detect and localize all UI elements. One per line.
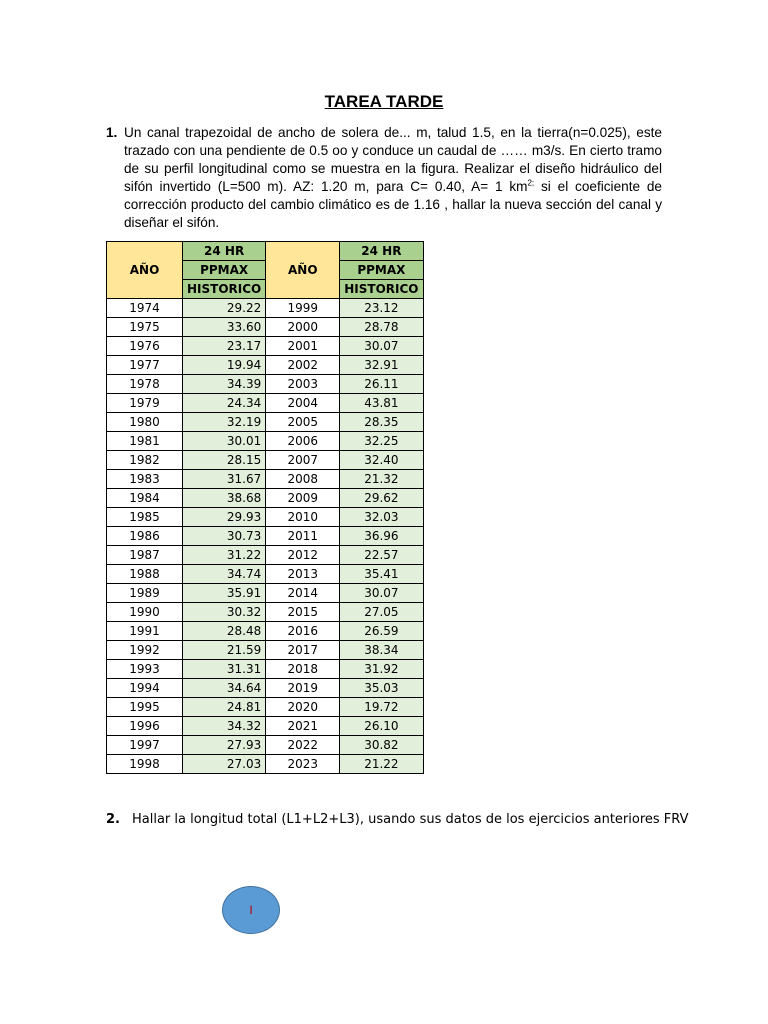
year-cell: 2013 (266, 565, 340, 584)
value-cell: 30.01 (183, 432, 266, 451)
year-cell: 1996 (107, 717, 183, 736)
value-cell: 31.92 (340, 660, 423, 679)
question-1 (106, 124, 662, 232)
year-cell: 1974 (107, 299, 183, 318)
year-cell: 2022 (266, 736, 340, 755)
year-cell: 2011 (266, 527, 340, 546)
value-cell: 26.11 (340, 375, 423, 394)
table-row (107, 356, 424, 375)
value-cell: 24.34 (183, 394, 266, 413)
value-cell: 19.72 (340, 698, 423, 717)
value-cell: 32.25 (340, 432, 423, 451)
value-cell: 26.59 (340, 622, 423, 641)
year-cell: 1997 (107, 736, 183, 755)
year-cell: 2018 (266, 660, 340, 679)
value-cell: 29.62 (340, 489, 423, 508)
table-row (107, 394, 424, 413)
year-cell: 2004 (266, 394, 340, 413)
value-cell: 21.32 (340, 470, 423, 489)
header-ano-right: AÑO (266, 242, 340, 299)
table-row (107, 318, 424, 337)
question-1-text (124, 124, 662, 232)
table-row (107, 432, 424, 451)
year-cell: 2003 (266, 375, 340, 394)
year-cell: 2008 (266, 470, 340, 489)
year-cell: 2015 (266, 603, 340, 622)
header-historico-right: HISTORICO (340, 280, 423, 299)
table-row (107, 736, 424, 755)
year-cell: 1995 (107, 698, 183, 717)
value-cell: 32.40 (340, 451, 423, 470)
question-1-number: 1. (106, 125, 118, 140)
year-cell: 1988 (107, 565, 183, 584)
question-1-text-end: si el coeficiente de corrección producto del cambio climático es de 1.16 , hallar la nueva sección del canal y diseñar el sifón. (124, 179, 662, 230)
year-cell: 2016 (266, 622, 340, 641)
question-2 (106, 812, 689, 827)
year-cell: 2012 (266, 546, 340, 565)
year-cell: 2006 (266, 432, 340, 451)
oval-shape (222, 886, 280, 934)
year-cell: 1987 (107, 546, 183, 565)
page-title: TAREA TARDE (324, 92, 444, 111)
value-cell: 23.17 (183, 337, 266, 356)
oval-label: I (249, 903, 253, 917)
value-cell: 43.81 (340, 394, 423, 413)
value-cell: 28.48 (183, 622, 266, 641)
value-cell: 21.22 (340, 755, 423, 774)
year-cell: 2005 (266, 413, 340, 432)
year-cell: 1984 (107, 489, 183, 508)
value-cell: 34.74 (183, 565, 266, 584)
year-cell: 1989 (107, 584, 183, 603)
year-cell: 1975 (107, 318, 183, 337)
table-row (107, 470, 424, 489)
value-cell: 34.39 (183, 375, 266, 394)
table-row (107, 508, 424, 527)
value-cell: 28.35 (340, 413, 423, 432)
year-cell: 2007 (266, 451, 340, 470)
value-cell: 19.94 (183, 356, 266, 375)
value-cell: 31.67 (183, 470, 266, 489)
value-cell: 29.93 (183, 508, 266, 527)
value-cell: 35.03 (340, 679, 423, 698)
value-cell: 36.96 (340, 527, 423, 546)
year-cell: 1982 (107, 451, 183, 470)
year-cell: 1992 (107, 641, 183, 660)
table-row (107, 622, 424, 641)
year-cell: 1983 (107, 470, 183, 489)
table-row (107, 337, 424, 356)
table-row (107, 451, 424, 470)
year-cell: 1985 (107, 508, 183, 527)
year-cell: 1994 (107, 679, 183, 698)
table-row (107, 489, 424, 508)
year-cell: 2020 (266, 698, 340, 717)
year-cell: 1979 (107, 394, 183, 413)
header-ano-left: AÑO (107, 242, 183, 299)
value-cell: 28.78 (340, 318, 423, 337)
header-24hr-right: 24 HR (340, 242, 423, 261)
year-cell: 1998 (107, 755, 183, 774)
year-cell: 2002 (266, 356, 340, 375)
year-cell: 2009 (266, 489, 340, 508)
year-cell: 1980 (107, 413, 183, 432)
value-cell: 33.60 (183, 318, 266, 337)
value-cell: 30.07 (340, 337, 423, 356)
table-row (107, 375, 424, 394)
header-ppmax-left: PPMAX (183, 261, 266, 280)
table-row (107, 299, 424, 318)
table-row (107, 603, 424, 622)
value-cell: 32.03 (340, 508, 423, 527)
value-cell: 22.57 (340, 546, 423, 565)
value-cell: 30.82 (340, 736, 423, 755)
table-row (107, 755, 424, 774)
header-historico-left: HISTORICO (183, 280, 266, 299)
year-cell: 2000 (266, 318, 340, 337)
value-cell: 28.15 (183, 451, 266, 470)
value-cell: 35.41 (340, 565, 423, 584)
question-2-number: 2. (106, 812, 120, 827)
value-cell: 23.12 (340, 299, 423, 318)
value-cell: 21.59 (183, 641, 266, 660)
value-cell: 30.73 (183, 527, 266, 546)
year-cell: 2001 (266, 337, 340, 356)
year-cell: 2017 (266, 641, 340, 660)
table-header-row (107, 242, 424, 261)
table-row (107, 698, 424, 717)
value-cell: 30.32 (183, 603, 266, 622)
table-row (107, 679, 424, 698)
table-row (107, 527, 424, 546)
table-row (107, 641, 424, 660)
value-cell: 31.31 (183, 660, 266, 679)
precipitation-table (106, 241, 424, 774)
table-row (107, 584, 424, 603)
year-cell: 1981 (107, 432, 183, 451)
year-cell: 1986 (107, 527, 183, 546)
value-cell: 32.91 (340, 356, 423, 375)
value-cell: 27.93 (183, 736, 266, 755)
year-cell: 1999 (266, 299, 340, 318)
table-row (107, 660, 424, 679)
year-cell: 2014 (266, 584, 340, 603)
value-cell: 27.03 (183, 755, 266, 774)
year-cell: 1990 (107, 603, 183, 622)
year-cell: 1978 (107, 375, 183, 394)
value-cell: 38.68 (183, 489, 266, 508)
question-1-text-main: Un canal trapezoidal de ancho de solera de... m, talud 1.5, en la tierra(n=0.025), este trazado con una pendiente de 0.5 oo y conduce un caudal de …… m3/s. En cierto tramo de su perfil longitudinal como se muestra en la figura. Realizar el diseño hidráulico del sifón invertido (L=500 m). AZ: 1.20 m, para C= 0.40, A= 1 km (124, 125, 662, 194)
value-cell: 38.34 (340, 641, 423, 660)
year-cell: 2021 (266, 717, 340, 736)
value-cell: 35.91 (183, 584, 266, 603)
year-cell: 1993 (107, 660, 183, 679)
table-row (107, 565, 424, 584)
value-cell: 27.05 (340, 603, 423, 622)
question-2-text: Hallar la longitud total (L1+L2+L3), usando sus datos de los ejercicios anteriores FRV (131, 812, 689, 827)
value-cell: 29.22 (183, 299, 266, 318)
value-cell: 31.22 (183, 546, 266, 565)
table-row (107, 413, 424, 432)
value-cell: 24.81 (183, 698, 266, 717)
value-cell: 30.07 (340, 584, 423, 603)
header-ppmax-right: PPMAX (340, 261, 423, 280)
header-24hr-left: 24 HR (183, 242, 266, 261)
year-cell: 1976 (107, 337, 183, 356)
year-cell: 1977 (107, 356, 183, 375)
value-cell: 34.64 (183, 679, 266, 698)
table-row (107, 717, 424, 736)
year-cell: 2023 (266, 755, 340, 774)
value-cell: 26.10 (340, 717, 423, 736)
table-row (107, 546, 424, 565)
question-1-superscript: 2; (527, 178, 535, 188)
value-cell: 32.19 (183, 413, 266, 432)
year-cell: 2010 (266, 508, 340, 527)
year-cell: 1991 (107, 622, 183, 641)
year-cell: 2019 (266, 679, 340, 698)
value-cell: 34.32 (183, 717, 266, 736)
